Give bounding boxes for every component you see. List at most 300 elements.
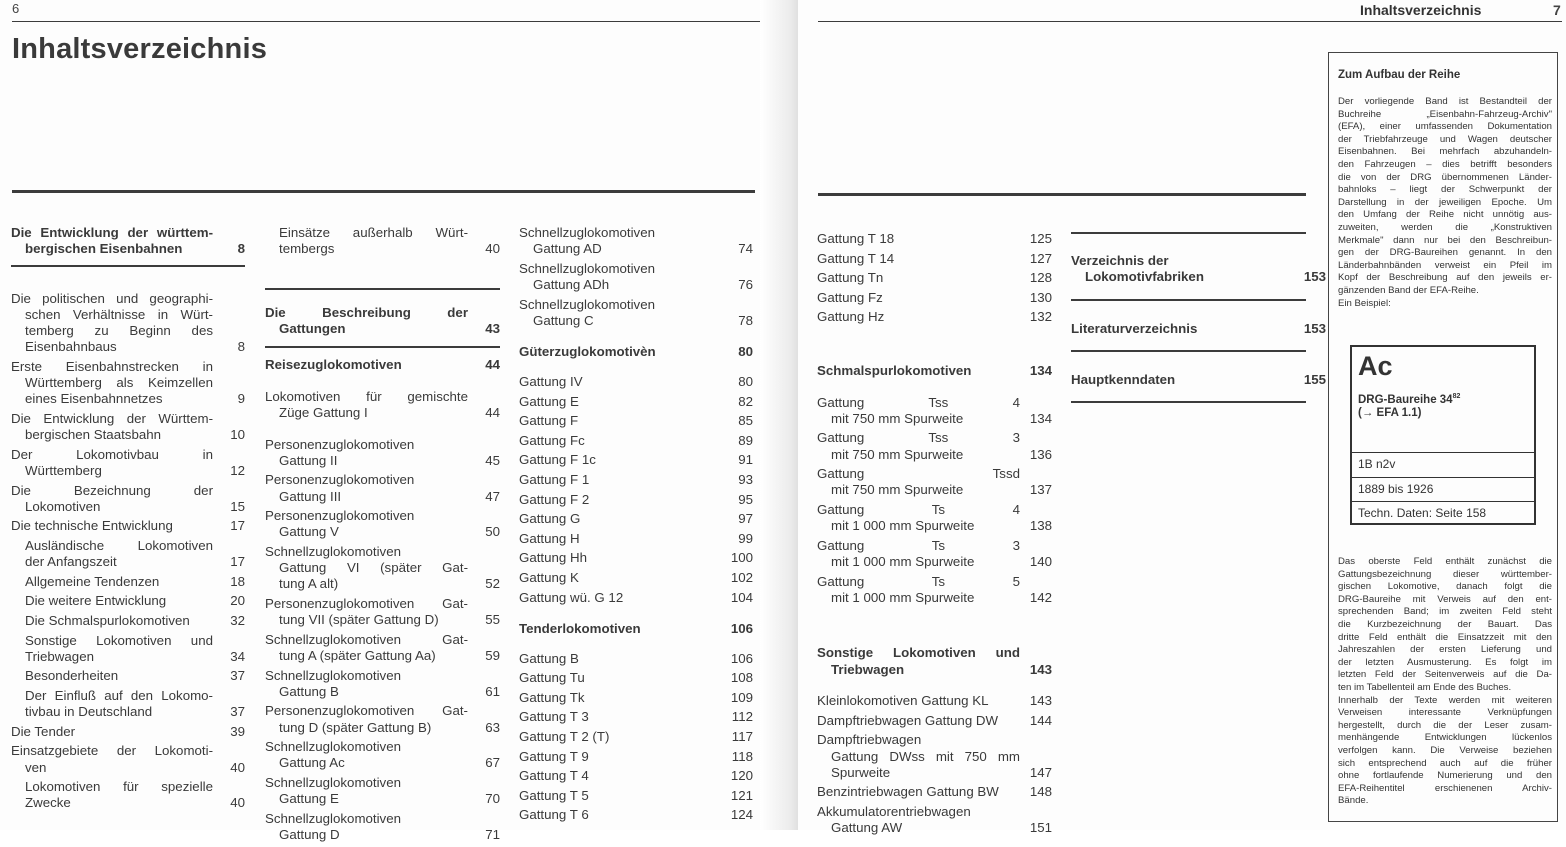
sidebar-text-line: Länderbahnbänden verweist ein Pfeil im	[1338, 259, 1552, 271]
toc-entry-title	[519, 492, 721, 508]
toc-entry-line: Gattung Tn	[817, 270, 884, 286]
toc-entry-line: Gattung T 14	[817, 250, 895, 266]
toc-page-number: 55	[485, 612, 500, 628]
toc-entry-title	[11, 483, 213, 515]
toc-entry-title	[519, 709, 721, 725]
toc-entry-line: Triebwagen	[831, 661, 905, 677]
toc-entry-title	[11, 779, 213, 811]
section-rule	[1071, 232, 1306, 234]
toc-entry-title	[265, 357, 468, 373]
left-page	[0, 0, 784, 842]
toc-entry-title	[11, 593, 213, 609]
toc-entry[interactable]	[817, 466, 1052, 498]
toc-entry-title	[519, 729, 721, 745]
toc-entry-title	[519, 749, 721, 765]
toc-entry-line: Personenzuglokomotiven	[265, 508, 415, 524]
title-rule	[12, 190, 755, 193]
toc-page-number: 134	[1029, 410, 1052, 426]
sidebar-text-line: Darstellung in der jeweiligen Epoche. Um	[1338, 196, 1552, 208]
toc-page-number: 40	[230, 795, 245, 811]
sidebar-text-line: ohne fortlaufende Numerierung und den	[1338, 770, 1552, 782]
toc-page-number: 39	[230, 723, 245, 739]
toc-entry-line: Gattung H	[519, 530, 580, 546]
toc-entry-line: Schnellzuglokomotiven	[265, 810, 402, 826]
toc-entry[interactable]	[817, 574, 1052, 606]
toc-entry-title	[519, 394, 721, 410]
toc-entry-title	[11, 447, 213, 479]
toc-entry-line: Sonstige Lokomotiven und	[25, 632, 213, 648]
toc-entry-title	[817, 645, 1020, 677]
toc-page-number: 112	[731, 709, 753, 725]
toc-entry[interactable]	[519, 590, 753, 606]
toc-entry[interactable]	[11, 574, 245, 590]
toc-entry[interactable]	[265, 632, 500, 664]
toc-entry-title	[11, 668, 213, 684]
toc-entry[interactable]	[817, 430, 1052, 462]
toc-page-number: 43	[485, 321, 500, 336]
toc-entry-line: Gattung F 1	[519, 471, 590, 487]
toc-entry-line: mit 750 mm Spurweite	[831, 410, 964, 426]
sidebar-text-line: den Umfang der Reihe nicht unnötig aus-	[1338, 209, 1552, 221]
toc-entry[interactable]	[519, 452, 753, 468]
toc-entry[interactable]	[519, 531, 753, 547]
toc-page-number: 124	[730, 807, 753, 823]
toc-entry-line: Die weitere Entwicklung	[25, 593, 167, 609]
toc-entry[interactable]	[519, 651, 753, 667]
toc-entry-title	[11, 743, 213, 775]
toc-entry-title	[817, 251, 1020, 267]
toc-page-number: 151	[1029, 820, 1052, 836]
toc-entry[interactable]	[265, 596, 500, 628]
toc-entry[interactable]	[519, 749, 753, 765]
toc-entry[interactable]	[265, 739, 500, 771]
toc-entry-line: schen Verhältnisse in Würt-	[25, 307, 213, 322]
toc-entry[interactable]	[265, 811, 500, 843]
toc-entry-line: Triebwagen	[25, 648, 94, 664]
toc-entry-line: Gattung Fc	[519, 432, 585, 448]
toc-entry[interactable]	[11, 483, 245, 515]
toc-page-number: 104	[730, 589, 753, 605]
toc-entry-line: Gattung Fz	[817, 289, 883, 305]
running-head: Inhaltsverzeichnis	[1360, 2, 1482, 18]
toc-entry-line: Schnellzuglokomotiven	[265, 667, 402, 683]
toc-page-number: 132	[1029, 309, 1052, 325]
toc-entry-title	[519, 297, 721, 329]
toc-entry-line: Gattung F	[519, 413, 579, 429]
toc-entry-line: Gattung wü. G 12	[519, 589, 624, 605]
sidebar-text-line: Jahreszahlen der ersten Lieferung und	[1338, 644, 1552, 656]
toc-entry-line: Schnellzuglokomotiven	[519, 225, 656, 240]
toc-entry-line: tung VII (später Gattung D)	[279, 612, 439, 628]
toc-entry[interactable]	[11, 518, 245, 534]
toc-entry[interactable]	[817, 309, 1052, 325]
section-rule	[11, 265, 245, 267]
toc-entry-line: tung D (später Gattung B)	[279, 719, 432, 735]
toc-entry[interactable]	[265, 437, 500, 469]
toc-entry-line: Besonderheiten	[25, 668, 119, 684]
toc-page-number: 143	[1029, 661, 1052, 677]
toc-page-number: 106	[730, 650, 753, 666]
toc-page-number: 67	[485, 755, 500, 771]
toc-entry-title	[265, 225, 468, 257]
toc-entry-line: Gattung ADh	[533, 277, 610, 292]
toc-entry[interactable]	[11, 668, 245, 684]
toc-entry[interactable]	[817, 784, 1052, 800]
toc-entry-line: Lokomotiven für spezielle	[25, 779, 213, 795]
toc-entry-line: Gattung Tk	[519, 689, 585, 705]
toc-entry-line: Sonstige Lokomotiven und	[817, 645, 1020, 661]
toc-page-number: 18	[230, 573, 245, 589]
toc-entry-title	[519, 413, 721, 429]
toc-entry-line: bergischen Eisenbahnen	[25, 241, 183, 257]
toc-entry-line: Die Tender	[11, 723, 76, 739]
toc-page-number: 85	[738, 413, 753, 429]
toc-page-number: 138	[1029, 518, 1052, 534]
sidebar-text-line: bahnloks – liegt der Schwerpunkt der	[1338, 184, 1552, 196]
toc-entry-title	[265, 668, 468, 700]
toc-entry[interactable]	[519, 788, 753, 804]
toc-entry[interactable]	[817, 693, 1052, 709]
toc-entry[interactable]	[519, 550, 753, 566]
toc-page-number: 70	[485, 791, 500, 807]
toc-entry-title	[519, 511, 721, 527]
toc-entry-title	[519, 550, 721, 566]
toc-section-heading[interactable]	[817, 363, 1052, 379]
toc-page-number: 134	[1029, 362, 1052, 378]
toc-page-number: 76	[738, 277, 753, 292]
toc-entry-title	[519, 472, 721, 488]
toc-page-number: 100	[730, 550, 753, 566]
toc-entry-title	[519, 452, 721, 468]
toc-entry[interactable]	[11, 724, 245, 740]
toc-entry-line: Gattung Hh	[519, 550, 588, 566]
toc-entry[interactable]	[265, 668, 500, 700]
section-rule	[1071, 299, 1306, 301]
toc-entry-title	[519, 225, 721, 257]
toc-page-number: 121	[730, 787, 753, 803]
toc-section-heading[interactable]	[519, 621, 753, 637]
toc-entry[interactable]	[265, 508, 500, 540]
toc-entry[interactable]	[11, 447, 245, 479]
toc-page-number: 34	[230, 648, 245, 664]
toc-entry-title	[817, 732, 1020, 781]
toc-entry[interactable]	[519, 511, 753, 527]
sidebar-text-line: gänzenden Band der EFA-Reihe.	[1338, 284, 1479, 296]
toc-page-number: 52	[485, 576, 500, 592]
toc-entry-line: Gattung T 9	[519, 748, 589, 764]
toc-entry-title	[519, 807, 721, 823]
toc-entry-title	[265, 437, 468, 469]
toc-entry[interactable]	[11, 779, 245, 811]
toc-entry-line: Dampftriebwagen	[817, 732, 922, 748]
toc-page-number: 99	[738, 530, 753, 546]
toc-entry-title	[11, 359, 213, 408]
toc-entry-title	[817, 363, 1020, 379]
toc-entry[interactable]	[519, 768, 753, 784]
toc-page-number: 102	[730, 569, 753, 585]
toc-entry[interactable]	[519, 394, 753, 410]
sidebar-text-line: letzten Feld der Seitenverweis auf die Da-	[1338, 669, 1552, 681]
toc-entry[interactable]	[817, 502, 1052, 534]
toc-page-number: 127	[1029, 250, 1052, 266]
toc-entry[interactable]	[519, 807, 753, 823]
section-rule	[265, 346, 500, 348]
toc-entry-title	[519, 344, 721, 360]
toc-entry-title	[817, 231, 1020, 247]
sidebar-text-line: (EFA), einer umfassenden Dokumentation	[1338, 121, 1552, 133]
toc-entry[interactable]	[519, 670, 753, 686]
toc-entry-line: mit 1 000 mm Spurweite	[831, 589, 975, 605]
toc-entry-line: Eisenbahnbaus	[25, 339, 117, 355]
toc-entry-line: Personenzuglokomotiven Gat-	[265, 595, 468, 611]
card-drg-superscript: 82	[1452, 393, 1461, 400]
toc-page-number: 82	[738, 393, 753, 409]
toc-entry-line: Gattung DWss mit 750 mm	[831, 748, 1020, 764]
toc-entry-line: der Anfangszeit	[25, 554, 117, 570]
toc-entry-line: tembergs	[279, 241, 335, 257]
toc-entry-line: mit 750 mm Spurweite	[831, 446, 964, 462]
toc-page-number: 142	[1029, 589, 1052, 605]
toc-entry[interactable]	[265, 775, 500, 807]
toc-entry[interactable]	[817, 395, 1052, 427]
toc-entry-line: Lokomotiven	[25, 498, 101, 514]
toc-entry-line: Gattung II	[279, 452, 338, 468]
sidebar-text-line: Gattungsbezeichnung dieser württember-	[1338, 568, 1552, 580]
toc-entry-line: Benzintriebwagen Gattung BW	[817, 784, 999, 800]
toc-page-number: 140	[1029, 553, 1052, 569]
toc-entry-title	[265, 544, 468, 593]
toc-entry-line: Gattung E	[519, 393, 579, 409]
toc-entry[interactable]	[519, 709, 753, 725]
toc-entry-title	[519, 690, 721, 706]
toc-entry[interactable]	[11, 291, 245, 356]
toc-page-number: 78	[738, 312, 753, 328]
toc-entry-line: Der Einfluß auf den Lokomo-	[25, 687, 213, 703]
section-rule	[265, 288, 500, 290]
toc-entry-line: Gattung K	[519, 569, 579, 585]
toc-entry[interactable]	[817, 713, 1052, 729]
toc-page-number: 20	[230, 593, 245, 609]
toc-entry[interactable]	[11, 411, 245, 443]
toc-entry[interactable]	[265, 544, 500, 593]
toc-page-number: 143	[1029, 693, 1052, 709]
toc-entry-line: Gattung IV	[519, 373, 583, 389]
toc-entry-title	[519, 374, 721, 390]
toc-page-number: 40	[485, 241, 500, 257]
toc-entry-line: Die Entwicklung der württem-	[11, 225, 213, 240]
toc-page-number: 91	[738, 452, 753, 468]
toc-column-4	[817, 231, 1052, 840]
toc-page-number: 120	[730, 768, 753, 784]
toc-entry-title	[265, 703, 468, 735]
toc-section-heading[interactable]	[1071, 321, 1326, 337]
toc-entry[interactable]	[11, 613, 245, 629]
toc-page-number: 61	[485, 683, 500, 699]
toc-section-heading[interactable]	[265, 305, 500, 337]
toc-page-number: 37	[230, 704, 245, 720]
toc-entry[interactable]	[519, 297, 753, 329]
toc-entry-line: Allgemeine Tendenzen	[25, 573, 160, 589]
toc-entry-title	[265, 775, 468, 807]
toc-section-heading[interactable]	[817, 645, 1052, 677]
toc-entry-title	[519, 670, 721, 686]
toc-entry-line: Literaturverzeichnis	[1071, 321, 1198, 336]
toc-entry-line: tung A (später Gattung Aa)	[279, 647, 436, 663]
toc-entry-line: Erste Eisenbahnstrecken in	[11, 359, 213, 374]
toc-entry[interactable]	[519, 225, 753, 257]
toc-entry[interactable]	[519, 492, 753, 508]
toc-entry[interactable]	[11, 538, 245, 570]
toc-entry-line: Dampftriebwagen Gattung DW	[817, 712, 999, 728]
toc-entry-line: Gattung Ts 3	[817, 537, 1020, 553]
toc-entry-title	[1071, 321, 1294, 337]
toc-entry[interactable]	[265, 703, 500, 735]
toc-entry-line: Gattung G	[519, 511, 581, 527]
toc-section-heading[interactable]	[1071, 253, 1326, 285]
toc-entry-line: Gattung T 6	[519, 807, 589, 823]
toc-entry-line: Schnellzuglokomotiven	[519, 296, 656, 312]
sidebar-text-line: zuweiten, werden die „Konstruktiven	[1338, 221, 1552, 233]
toc-entry-title	[11, 724, 213, 740]
toc-page-number: 50	[485, 524, 500, 540]
toc-entry-line: tung A alt)	[279, 576, 339, 592]
toc-entry-line: Gattung T 4	[519, 768, 589, 784]
toc-entry[interactable]	[11, 633, 245, 665]
toc-entry-line: Kleinlokomotiven Gattung KL	[817, 693, 989, 709]
toc-section-heading[interactable]	[265, 357, 500, 373]
card-efa-reference: (→ EFA 1.1)	[1358, 406, 1422, 419]
toc-entry-title	[519, 433, 721, 449]
sidebar-text-line: menhängende Entwicklungen lückenlos	[1338, 732, 1552, 744]
toc-entry[interactable]	[11, 688, 245, 720]
sidebar-text-line: Ein Beispiel:	[1338, 297, 1391, 309]
section-rule	[1071, 401, 1306, 403]
toc-entry-line: Gattung F 2	[519, 491, 590, 507]
toc-page-number: 8	[237, 339, 245, 355]
toc-entry[interactable]	[817, 270, 1052, 286]
toc-entry-line: Reisezuglokomotiven	[265, 357, 402, 373]
toc-entry[interactable]	[265, 225, 500, 257]
sidebar-text-line: die von der DRG übernommenen Länder-	[1338, 171, 1552, 183]
toc-entry-title	[265, 472, 468, 504]
toc-entry-line: Schmalspurlokomotiven	[817, 362, 972, 378]
toc-entry-title	[817, 804, 1020, 836]
toc-page-number: 147	[1029, 764, 1052, 780]
page-number-left: 6	[12, 1, 20, 16]
sidebar-text-line: Das oberste Feld enthält zunächst die	[1338, 556, 1552, 567]
toc-entry-title	[265, 632, 468, 664]
toc-entry[interactable]	[519, 472, 753, 488]
toc-entry[interactable]	[519, 433, 753, 449]
toc-entry[interactable]	[519, 690, 753, 706]
toc-entry-line: Die Entwicklung der Württem-	[11, 411, 213, 426]
toc-section-heading[interactable]	[519, 344, 753, 360]
toc-page-number: 95	[738, 491, 753, 507]
toc-entry-line: Gattung Hz	[817, 309, 885, 325]
card-service-period: 1889 bis 1926	[1352, 477, 1534, 501]
sidebar-text-line: sprechenden Band; im zweiten Feld steht	[1338, 606, 1552, 618]
toc-entry[interactable]	[265, 472, 500, 504]
sidebar-text-line: Merkmale" dann nur bei den Beschreibun-	[1338, 234, 1552, 246]
sidebar-heading: Zum Aufbau der Reihe	[1338, 69, 1461, 81]
toc-entry-line: Gattung V	[279, 524, 339, 540]
toc-entry[interactable]	[265, 389, 500, 421]
toc-entry-line: Züge Gattung I	[279, 405, 368, 420]
toc-entry-title	[11, 225, 213, 257]
toc-entry-line: Gattung D	[279, 826, 340, 842]
toc-page-number: 9	[237, 391, 245, 407]
toc-section-heading[interactable]	[1071, 372, 1326, 388]
toc-section-heading[interactable]	[11, 225, 245, 257]
toc-entry-title	[817, 538, 1020, 570]
toc-entry[interactable]	[11, 593, 245, 609]
toc-entry-title	[519, 590, 721, 606]
toc-page-number: 89	[738, 432, 753, 448]
toc-page-number: 44	[485, 405, 500, 420]
toc-entry-line: Der Lokomotivbau in	[11, 446, 213, 462]
toc-entry[interactable]	[817, 538, 1052, 570]
toc-entry-title	[817, 574, 1020, 606]
toc-page-number: 80	[738, 344, 753, 360]
toc-page-number: 59	[485, 647, 500, 663]
toc-entry[interactable]	[519, 374, 753, 390]
toc-entry[interactable]	[11, 743, 245, 775]
toc-entry-line: Gattung Ts 4	[817, 501, 1020, 517]
toc-entry-line: Gattung T 2 (T)	[519, 729, 610, 745]
toc-page-number: 71	[485, 826, 500, 842]
toc-entry-title	[817, 430, 1020, 462]
toc-page-number: 108	[730, 670, 753, 686]
toc-entry[interactable]	[11, 359, 245, 408]
toc-entry-title	[265, 389, 468, 421]
toc-entry[interactable]	[817, 732, 1052, 781]
toc-entry[interactable]	[817, 804, 1052, 836]
toc-entry-title	[519, 768, 721, 784]
toc-entry-line: Gattung III	[279, 488, 342, 504]
toc-entry-line: Gattung Tu	[519, 670, 585, 686]
toc-entry-line: Akkumulatorentriebwagen	[817, 803, 971, 819]
toc-entry-line: Gattung AW	[831, 820, 903, 836]
toc-entry[interactable]	[519, 570, 753, 586]
sidebar-text-line: Kopf der Beschreibung auf den jeweils er-	[1338, 272, 1552, 284]
toc-entry-line: Gattung AD	[533, 241, 602, 257]
toc-entry[interactable]	[817, 290, 1052, 306]
toc-entry[interactable]	[519, 729, 753, 745]
card-drg-line: DRG-Baureihe 34	[1358, 393, 1453, 406]
toc-entry-title	[519, 651, 721, 667]
toc-entry[interactable]	[817, 251, 1052, 267]
toc-page-number: 144	[1029, 712, 1052, 728]
toc-entry[interactable]	[519, 261, 753, 293]
toc-entry[interactable]	[817, 231, 1052, 247]
toc-entry-line: Gattung VI (später Gat-	[279, 560, 468, 576]
toc-entry-line: Spurweite	[831, 764, 891, 780]
toc-entry-title	[265, 739, 468, 771]
sidebar-text-line: gischen Lokomotive, danach folgt die	[1338, 581, 1552, 593]
toc-entry-title	[817, 693, 1020, 709]
toc-entry-line: Die Schmalspurlokomotiven	[25, 612, 190, 628]
toc-entry[interactable]	[519, 413, 753, 429]
toc-page-number: 44	[485, 357, 500, 373]
toc-entry-title	[519, 531, 721, 547]
sidebar-text-line: sich entsprechend auch auf die früher	[1338, 757, 1552, 769]
toc-entry-line: Einsatzgebiete der Lokomoti-	[11, 743, 213, 759]
toc-entry-line: Die Bezeichnung der	[11, 482, 213, 498]
toc-page-number: 155	[1303, 372, 1326, 387]
toc-page-number: 37	[230, 668, 245, 684]
toc-page-number: 153	[1303, 269, 1326, 285]
toc-entry-title	[11, 574, 213, 590]
